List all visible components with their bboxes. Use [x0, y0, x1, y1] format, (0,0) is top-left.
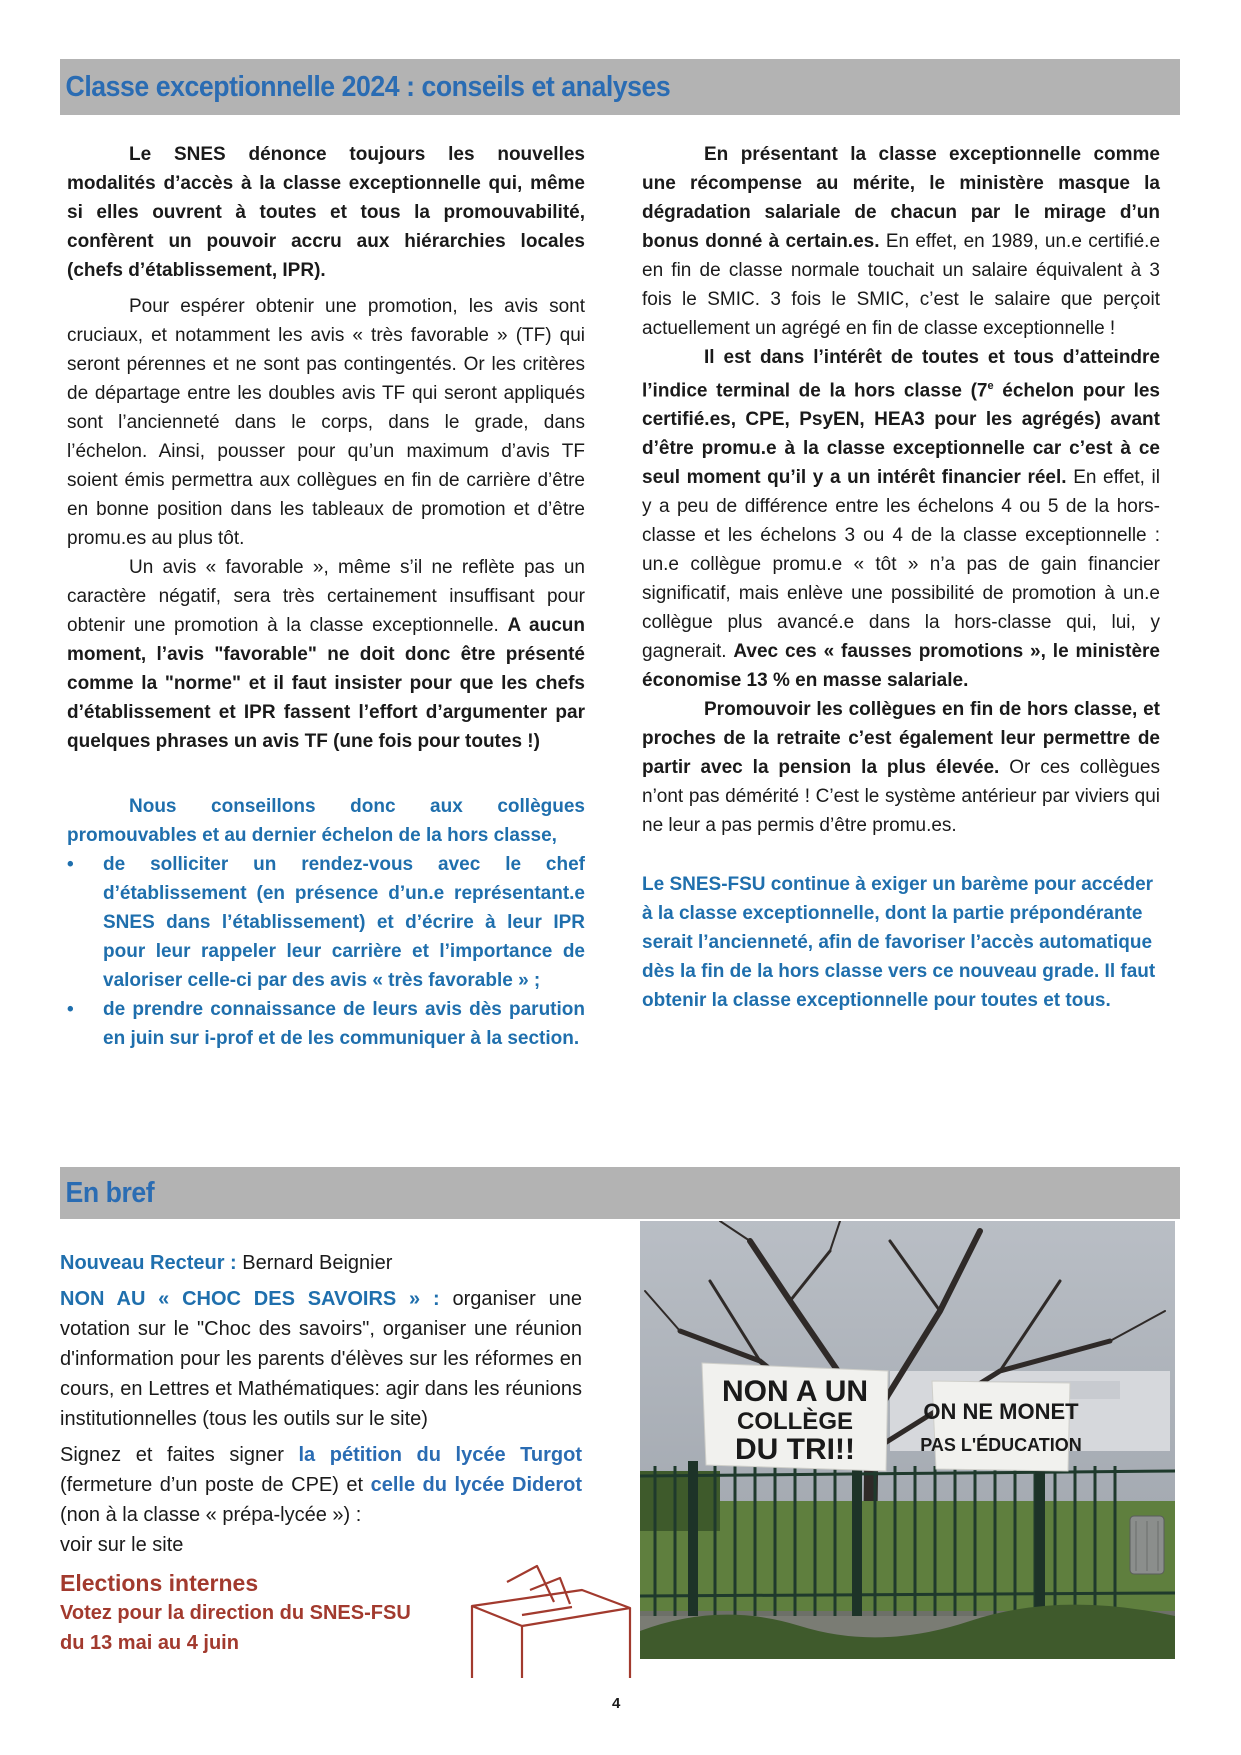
paragraph: Pour espérer obtenir une promotion, les avis sont cruciaux, et notamment les avis « très favorable » (TF) qui seront pérennes et ne sont pas contingentés. Or les critères de départage entre les doubles avis TF qui seront appliqués sont l’ancienneté dans le corps, dans le grade, dans l’échelon. Ainsi, pousser pour qu’un maximum d’avis TF soient émis permettra aux collègues en fin de carrière d’être en bonne position dans les tableaux de promotion et d’être promu.es au plus tôt.: [67, 296, 585, 549]
banner-text: ON NE MONET: [923, 1399, 1079, 1424]
banner-text: PAS L'ÉDUCATION: [920, 1435, 1082, 1455]
list-item: [67, 995, 585, 1053]
paragraph-text: En effet, il y a peu de différence entre les échelons 4 ou 5 de la hors-classe et les échelons 3 ou 4 de la classe exceptionnelle : un.e collègue promu.e « tôt » n’a pas de gain financier significatif, mais enlève une possibilité de promotion à un.e collègue plus avancé.e dans la hors-classe qui, lui, y gagnerait.: [642, 467, 1161, 663]
choc-text: organiser une votation sur le "Choc des savoirs", organiser une réunion d'information pour les parents d'élèves sur les réformes en cours, en Lettres et Mathématiques: agir dans les réunions institutionnelles (tous les outils sur le site): [60, 1288, 583, 1430]
list-item: [67, 850, 585, 995]
page-number: 4: [612, 1695, 621, 1712]
banner-text: DU TRI!!: [735, 1433, 855, 1466]
right-column: [642, 140, 1160, 1015]
petition-site: voir sur le site: [60, 1534, 184, 1556]
protest-banner-right: [920, 1381, 1082, 1471]
elections-dates: du 13 mai au 4 juin: [60, 1632, 239, 1654]
petition-turgot-link[interactable]: la pétition du lycée Turgot: [298, 1444, 583, 1466]
section-title: Classe exceptionnelle 2024 : conseils et analyses: [65, 71, 671, 103]
list-item-text: de solliciter un rendez-vous avec le chef d’établissement (en présence d’un.e représentant.e SNES dans l’établissement) et d’écrire à leur IPR pour leur rappeler leur carrière et l’importance de valoriser celle-ci par des avis « très favorable » ;: [103, 854, 585, 991]
elections-text: Votez pour la direction du SNES-FSU: [60, 1602, 411, 1624]
recteur-line: [60, 1248, 582, 1278]
protest-photo: [640, 1221, 1175, 1659]
paragraph-emphasis: Promouvoir les collègues en fin de hors classe, et proches de la retraite c’est également leur permettre de partir avec la pension la plus élevée.: [642, 699, 1160, 779]
banner-text: NON A UN: [721, 1375, 869, 1408]
choc-paragraph: [60, 1284, 582, 1434]
petition-text: (fermeture d’un poste de CPE) et: [60, 1474, 364, 1496]
section-title: En bref: [65, 1177, 155, 1209]
paragraph: [67, 553, 585, 756]
left-column: [67, 140, 585, 1053]
choc-label: NON AU « CHOC DES SAVOIRS » :: [60, 1288, 440, 1310]
list-item-text: de prendre connaissance de leurs avis dès parution en juin sur i-prof et de les communiquer à la section.: [103, 999, 585, 1049]
advice-intro: Nous conseillons donc aux collègues promouvables et au dernier échelon de la hors classe,: [67, 796, 585, 846]
bullet-marker: •: [67, 854, 74, 875]
recteur-name: Bernard Beignier: [242, 1252, 393, 1274]
elections-title: Elections internes: [60, 1570, 259, 1596]
paragraph-text: Or ces collègues n’ont pas démérité ! C’est le système antérieur par viviers qui ne leur a pas permis d’être promu.es.: [642, 757, 1160, 837]
trash-bin: [1130, 1516, 1164, 1574]
ballot-box-icon: [462, 1560, 634, 1680]
petition-text: Signez et faites signer: [60, 1444, 284, 1466]
paragraph: [642, 695, 1160, 840]
paragraph-emphasis: Avec ces « fausses promotions », le ministère économise 13 % en masse salariale.: [642, 641, 1160, 692]
petition-diderot-link[interactable]: celle du lycée Diderot: [370, 1474, 582, 1496]
paragraph-text: En effet, en 1989, un.e certifié.e en fin de classe normale touchait un salaire équivalent à 3 fois le SMIC. 3 fois le SMIC, c’est le salaire que perçoit actuellement un agrégé en fin de classe exceptionnelle !: [642, 231, 1161, 339]
paragraph-emphasis: Il est dans l’intérêt de toutes et tous d’atteindre l’indice terminal de la hors classe (7: [642, 347, 1160, 402]
superscript: e: [987, 380, 994, 392]
recteur-label: Nouveau Recteur :: [60, 1252, 237, 1274]
paragraph: Le SNES dénonce toujours les nouvelles modalités d’accès à la classe exceptionnelle qui, même si elles ouvrent à toutes et tous la promouvabilité, confèrent un pouvoir accru aux hiérarchies locales (chefs d’établissement, IPR).: [67, 144, 585, 281]
paragraph-emphasis: échelon pour les certifié.es, CPE, PsyEN, HEA3 pour les agrégés) avant d’être promu.e à la classe exceptionnelle car c’est à ce seul moment qu’il y a un intérêt financier réel.: [642, 380, 1161, 489]
section-banner-classe-exceptionnelle: [60, 59, 1180, 115]
section-banner-en-bref: [60, 1167, 1180, 1219]
paragraph-emphasis: A aucun moment, l’avis "favorable" ne doit donc être présenté comme la "norme" et il faut insister pour que les chefs d’établissement et IPR fassent l’effort d’argumenter par quelques phrases un avis TF (une fois pour toutes !): [67, 615, 586, 752]
paragraph: [642, 343, 1160, 695]
banner-text: COLLÈGE: [736, 1408, 854, 1435]
demand-statement: Le SNES-FSU continue à exiger un barème pour accéder à la classe exceptionnelle, dont la partie prépondérante serait l’ancienneté, afin de favoriser l’accès automatique dès la fin de la hors classe vers ce nouveau grade. Il faut obtenir la classe exceptionnelle pour toutes et tous.: [642, 874, 1156, 1012]
paragraph-text: Un avis « favorable », même s’il ne reflète pas un caractère négatif, sera très certainement insuffisant pour obtenir une promotion à la classe exceptionnelle.: [67, 557, 585, 636]
paragraph-emphasis: En présentant la classe exceptionnelle comme une récompense au mérite, le ministère masque la dégradation salariale de chacun par le mirage d’un bonus donné à certain.es.: [642, 144, 1160, 252]
paragraph: [642, 140, 1160, 343]
petition-paragraph: [60, 1440, 582, 1530]
bullet-marker: •: [67, 999, 74, 1020]
protest-banner-left: [702, 1363, 888, 1471]
petition-text: (non à la classe « prépa-lycée ») :: [60, 1504, 362, 1526]
